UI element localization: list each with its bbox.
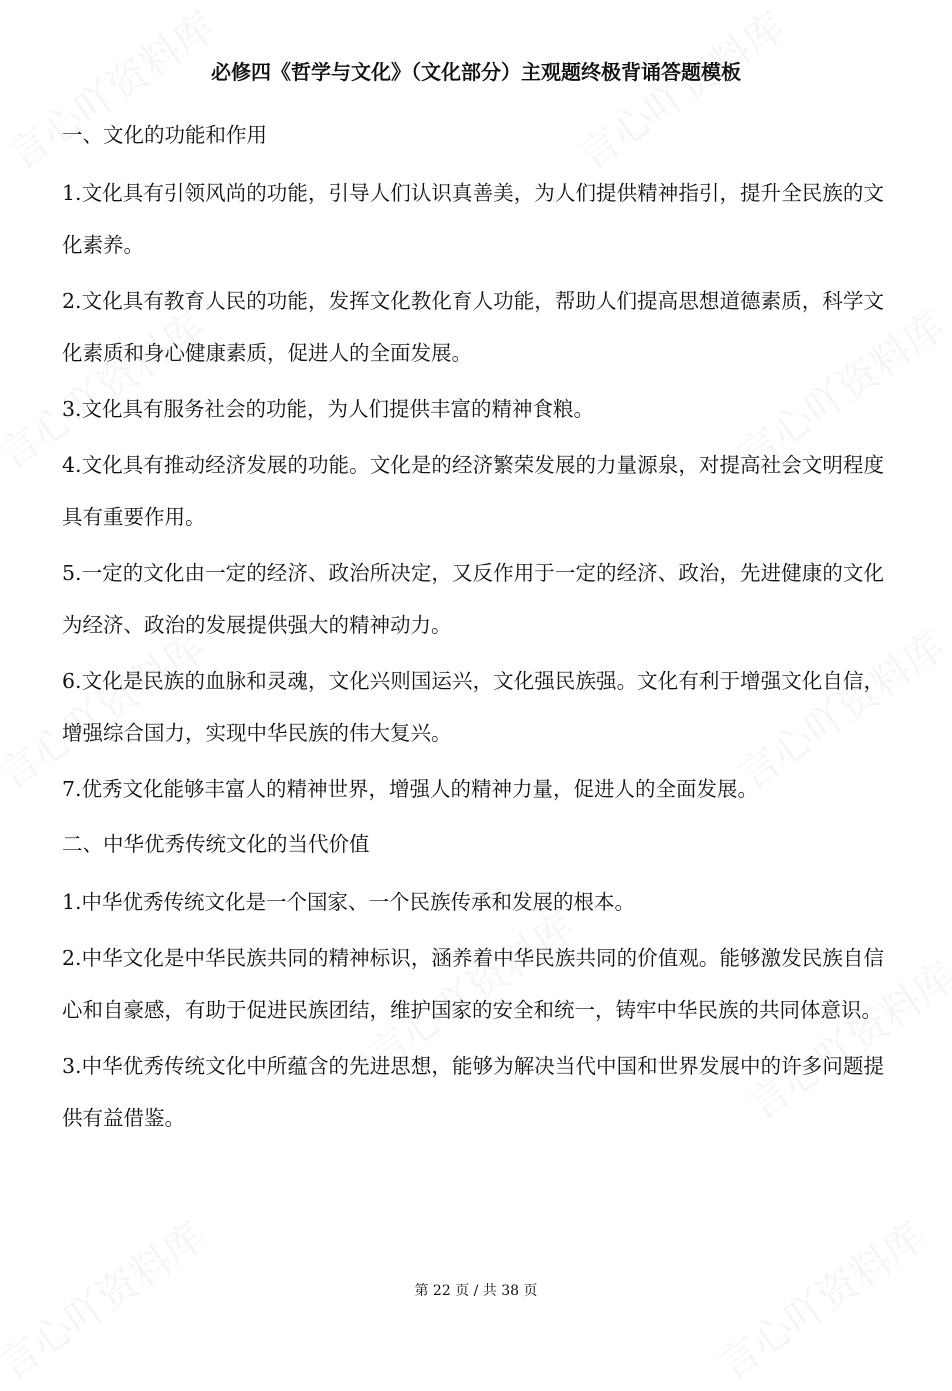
paragraph: 3.文化具有服务社会的功能，为人们提供丰富的精神食粮。 [62, 397, 595, 421]
paragraph: 3.中华优秀传统文化中所蕴含的先进思想，能够为解决当代中国和世界发展中的许多问题提供有益借鉴。 [62, 1054, 884, 1130]
section-heading: 二、中华优秀传统文化的当代价值 [62, 832, 370, 856]
paragraph: 7.优秀文化能够丰富人的精神世界，增强人的精神力量，促进人的全面发展。 [62, 777, 759, 801]
document-body [62, 110, 884, 1148]
paragraph: 4.文化具有推动经济发展的功能。文化是的经济繁荣发展的力量源泉，对提高社会文明程度具有重要作用。 [62, 453, 884, 529]
paragraph: 1.文化具有引领风尚的功能，引导人们认识真善美，为人们提供精神指引，提升全民族的文化素养。 [62, 181, 884, 257]
page-number: 第 22 页 / 共 38 页 [414, 1283, 538, 1299]
paragraph: 2.中华文化是中华民族共同的精神标识，涵养着中华民族共同的价值观。能够激发民族自信心和自豪感，有助于促进民族团结，维护国家的安全和统一，铸牢中华民族的共同体意识。 [62, 946, 884, 1022]
paragraph: 1.中华优秀传统文化是一个国家、一个民族传承和发展的根本。 [62, 890, 636, 914]
document-title: 必修四《哲学与文化》（文化部分）主观题终极背诵答题模板 [211, 60, 741, 84]
paragraph: 5.一定的文化由一定的经济、政治所决定，又反作用于一定的经济、政治，先进健康的文化为经济、政治的发展提供强大的精神动力。 [62, 561, 884, 637]
section-heading: 一、文化的功能和作用 [62, 123, 267, 147]
paragraph: 6.文化是民族的血脉和灵魂，文化兴则国运兴，文化强民族强。文化有利于增强文化自信，增强综合国力，实现中华民族的伟大复兴。 [62, 669, 884, 745]
paragraph: 2.文化具有教育人民的功能，发挥文化教化育人功能，帮助人们提高思想道德素质，科学文化素质和身心健康素质，促进人的全面发展。 [62, 289, 884, 365]
